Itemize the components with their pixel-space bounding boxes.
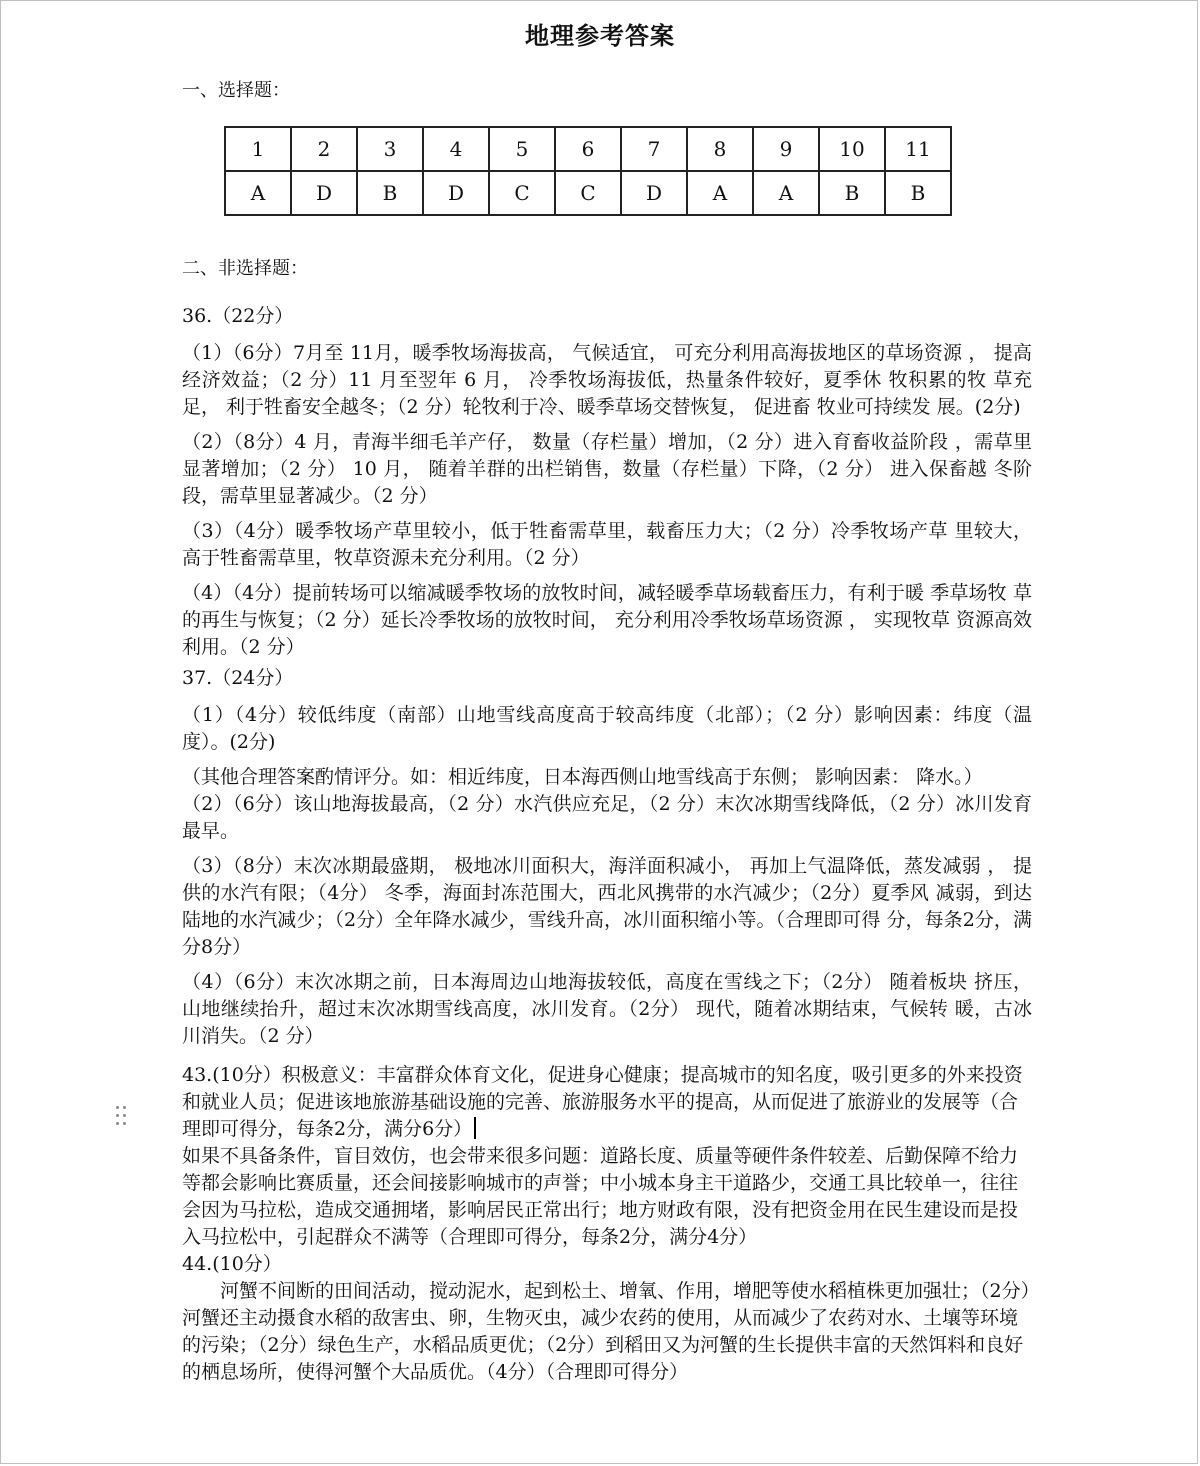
question-43-part-2: 如果不具备条件，盲目效仿，也会带来很多问题：道路长度、质量等硬件条件较差、后勤保障不给力等都会影响比赛质量，还会间接影响城市的声誉；中小城本身主干道路少，交通工具比较单一，往往会因为马拉松，造成交通拥堵，影响居民正常出行；地方财政有限，没有把资金用在民生建设而是投入马拉松中，引起群众不满等（合理即可得分，每条2分，满分4分） — [182, 1145, 1019, 1248]
table-cell-number: 11 — [885, 127, 951, 171]
table-cell-answer: A — [225, 171, 291, 215]
question-36-heading: 36.（22分） — [182, 305, 294, 327]
table-cell-number: 1 — [225, 127, 291, 171]
table-cell-number: 6 — [555, 127, 621, 171]
text-cursor — [474, 1117, 476, 1139]
question-37-heading: 37.（24分） — [182, 667, 294, 689]
answer-table-number-row — [225, 127, 951, 171]
table-cell-number: 8 — [687, 127, 753, 171]
table-cell-number: 10 — [819, 127, 885, 171]
drag-handle-icon[interactable] — [116, 1106, 130, 1132]
question-44-heading: 44.(10分） — [182, 1253, 282, 1275]
question-37-part-4: （4）（6分）末次冰期之前，日本海周边山地海拔较低，高度在雪线之下；（2分） 随着板块 挤压， 山地继续抬升，超过末次冰期雪线高度，冰川发育。（2分） 现代，随着冰期结束，气候转 暖，古冰川消失。（2 分） — [182, 971, 1032, 1047]
question-36-part-2: （2）（8分）4 月，青海半细毛羊产仔， 数量（存栏量）增加，（2 分）进入育畜收益阶段 ，需草里 显著增加；（2 分） 10 月， 随着羊群的出栏销售，数量（存栏量）下降，（2 分） 进入保畜越 冬阶段，需草里显著减少。（2 分） — [182, 431, 1032, 507]
table-cell-number: 5 — [489, 127, 555, 171]
question-36-part-3: （3）（4分）暖季牧场产草里较小，低于牲畜需草里，载畜压力大；（2 分）冷季牧场产草 里较大， 高于牲畜需草里，牧草资源未充分利用。（2 分） — [182, 520, 1032, 569]
table-cell-answer: A — [753, 171, 819, 215]
answer-table — [224, 126, 952, 216]
table-cell-number: 7 — [621, 127, 687, 171]
table-cell-answer: B — [357, 171, 423, 215]
question-43-part-1[interactable] — [182, 1062, 1032, 1143]
table-cell-answer: C — [489, 171, 555, 215]
question-36-part-1: （1）（6分）7月至 11月，暖季牧场海拔高， 气候适宜， 可充分利用高海拔地区的草场资源 ， 提高 经济效益；（2 分）11 月至翌年 6 月， 冷季牧场海拔低，热量条件较好，夏季休 牧积累的牧 草充足， 利于牲畜安全越冬；（2 分）轮牧利于冷、暖季草场交替恢复， 促进畜 牧业可持续发 展。(2分) — [182, 342, 1032, 418]
table-cell-number: 3 — [357, 127, 423, 171]
question-37-part-2: （2）（6分）该山地海拔最高，（2 分）水汽供应充足，（2 分）末次冰期雪线降低，（2 分）冰川发育最早。 — [182, 793, 1032, 842]
table-cell-answer: B — [885, 171, 951, 215]
question-43-text: 43.(10分）积极意义：丰富群众体育文化，促进身心健康；提高城市的知名度，吸引更多的外来投资和就业人员；促进该地旅游基础设施的完善、旅游服务水平的提高，从而促进了旅游业的发展等（合理即可得分，每条2分，满分6分） — [182, 1064, 1023, 1140]
section-heading-choice: 一、选择题： — [182, 80, 290, 101]
answer-table-answer-row — [225, 171, 951, 215]
table-cell-number: 4 — [423, 127, 489, 171]
table-cell-answer: B — [819, 171, 885, 215]
question-44-body: 河蟹不间断的田间活动，搅动泥水，起到松土、增氧、作用，增肥等使水稻植株更加强壮；（2分）河蟹还主动摄食水稻的敌害虫、卵，生物灭虫，减少农药的使用，从而减少了农药对水、土壤等环境的污染；（2分）绿色生产，水稻品质更优；（2分）到稻田又为河蟹的生长提供丰富的天然饵料和良好的栖息场所，使得河蟹个大品质优。（4分）（合理即可得分） — [182, 1280, 1031, 1383]
table-cell-answer: C — [555, 171, 621, 215]
table-cell-answer: A — [687, 171, 753, 215]
answer-body — [182, 303, 1032, 1386]
question-37-note: （其他合理答案酌情评分。如：相近纬度，日本海西侧山地雪线高于东侧； 影响因素： 降水。） — [182, 766, 983, 788]
table-cell-answer: D — [621, 171, 687, 215]
section-heading-nonchoice: 二、非选择题： — [182, 258, 308, 279]
question-37-part-1: （1）（4分）较低纬度（南部）山地雪线高度高于较高纬度（北部）；（2 分）影响因素：纬度（温 度）。(2分) — [182, 704, 1032, 753]
table-cell-number: 9 — [753, 127, 819, 171]
table-cell-number: 2 — [291, 127, 357, 171]
table-cell-answer: D — [291, 171, 357, 215]
question-37-part-3: （3）（8分）末次冰期最盛期， 极地冰川面积大，海洋面积减小， 再加上气温降低，蒸发减弱 ， 提供的水汽有限；（4分） 冬季，海面封冻范围大，西北风携带的水汽减少；（2分）夏季风 减弱，到达陆地的水汽减少；（2分）全年降水减少，雪线升高，冰川面积缩小等。（合理即可得 分，每条2分，满分8分） — [182, 855, 1032, 958]
table-cell-answer: D — [423, 171, 489, 215]
page-title: 地理参考答案 — [525, 21, 675, 50]
question-36-part-4: （4）（4分）提前转场可以缩减暖季牧场的放牧时间，减轻暖季草场载畜压力，有利于暖 季草场牧 草的再生与恢复；（2 分）延长冷季牧场的放牧时间， 充分利用冷季牧场草场资源 ， 实现牧草 资源高效利用。（2 分） — [182, 582, 1032, 658]
